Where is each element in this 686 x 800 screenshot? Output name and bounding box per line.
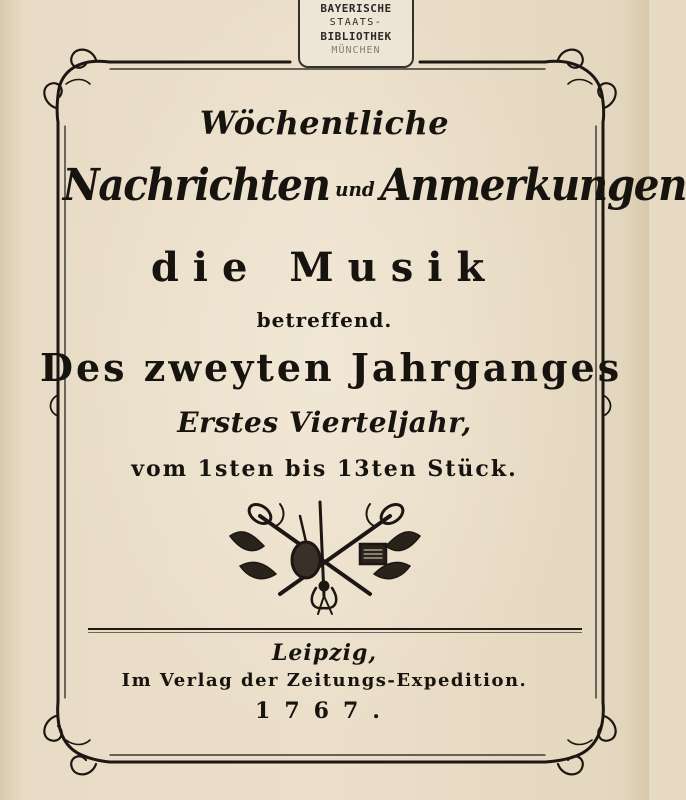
stamp-line-2: STAATS- — [329, 17, 383, 28]
title-line-1: Wöchentliche — [199, 104, 450, 142]
title-word-anmerkungen: Anmerkungen — [380, 160, 686, 211]
title-line-5: Des zweyten Jahrganges — [40, 345, 623, 390]
title-line-4: betreffend. — [256, 308, 393, 332]
title-word-nachrichten: Nachrichten — [62, 160, 330, 211]
musical-instruments-vignette-icon — [220, 496, 430, 614]
imprint-year: 1767. — [255, 698, 394, 724]
library-stamp — [298, 0, 414, 68]
title-word-und: und — [335, 176, 375, 201]
title-line-2 — [62, 160, 686, 211]
title-line-6: Erstes Vierteljahr, — [177, 406, 472, 439]
imprint-place: Leipzig, — [271, 640, 378, 666]
imprint-publisher: Im Verlag der Zeitungs-Expedition. — [121, 670, 528, 691]
imprint-rule — [88, 628, 582, 630]
imprint-rule-thin — [88, 632, 582, 633]
title-line-7: vom 1sten bis 13ten Stück. — [131, 456, 518, 482]
stamp-line-3: BIBLIOTHEK — [320, 30, 392, 43]
stamp-line-4: MÜNCHEN — [331, 45, 381, 56]
stamp-line-1: BAYERISCHE — [320, 2, 392, 15]
title-line-3: die Musik — [150, 244, 499, 291]
